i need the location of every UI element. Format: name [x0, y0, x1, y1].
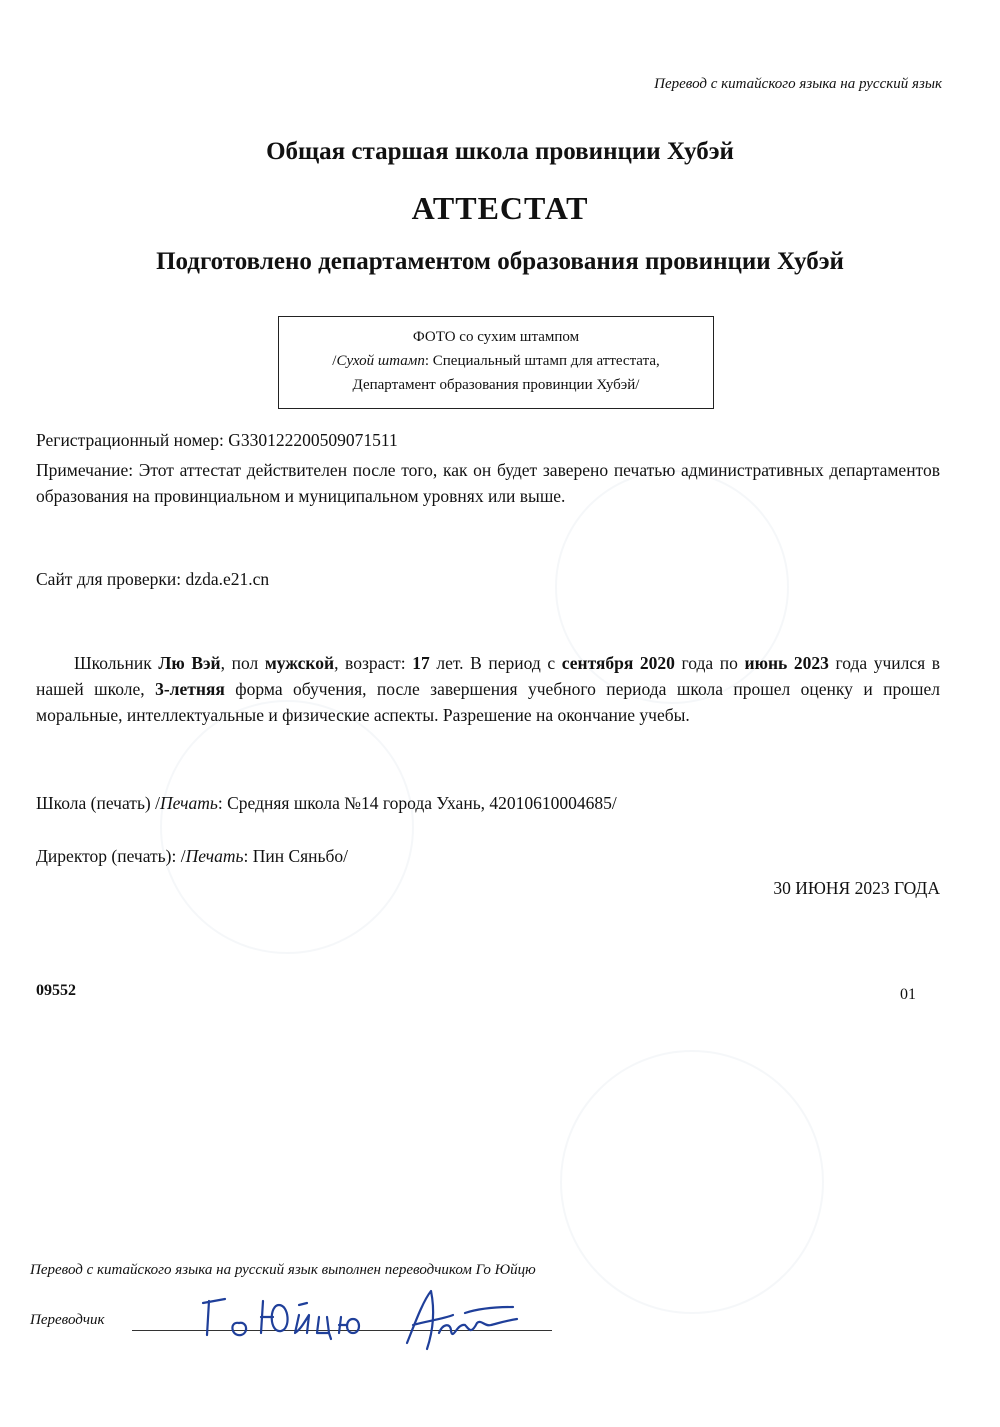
study-duration: 3-летняя [155, 679, 225, 699]
translator-signature [195, 1283, 575, 1358]
director-seal-line: Директор (печать): /Печать: Пин Сяньбо/ [36, 846, 349, 866]
issue-date: 30 ИЮНЯ 2023 ГОДА [773, 878, 940, 898]
study-from: сентября 2020 [561, 653, 675, 673]
translator-note: Перевод с китайского языка на русский язык выполнен переводчиком Го Юйцю [30, 1262, 536, 1278]
photo-stamp-box [278, 316, 714, 409]
faint-seal-mark [160, 700, 414, 954]
photo-box-line2: /Сухой штамп: Специальный штамп для аттестата, [332, 353, 660, 369]
registration-number: Регистрационный номер: G330122200509071511 [36, 430, 398, 450]
faint-seal-mark [560, 1050, 824, 1314]
student-paragraph: Школьник Лю Вэй, пол мужской, возраст: 17 лет. В период с сентября 2020 года по июнь 2023 года учился в нашей школе, 3-летняя форма обучения, после завершения учебного периода школа прошел оценку и прошел моральные, интеллектуальные и физические аспекты. Разрешение на окончание учебы. [36, 653, 941, 725]
document-title: АТТЕСТАТ [411, 190, 589, 226]
student-sex: мужской [264, 653, 335, 673]
photo-box-line3: Департамент образования провинции Хубэй/ [352, 377, 640, 393]
page-number: 01 [900, 986, 916, 1003]
photo-box-line1: ФОТО со сухим штампом [412, 329, 580, 345]
prepared-by-title: Подготовлено департаментом образования провинции Хубэй [156, 248, 844, 275]
student-name: Лю Вэй [158, 653, 221, 673]
translation-header-note: Перевод с китайского языка на русский язык [654, 76, 942, 92]
verification-site: Сайт для проверки: dzda.e21.cn [36, 569, 270, 589]
serial-number: 09552 [36, 982, 76, 999]
student-age: 17 [412, 653, 430, 673]
school-seal-line: Школа (печать) /Печать: Средняя школа №14 города Ухань, 42010610004685/ [36, 793, 617, 813]
study-to: июнь 2023 [744, 653, 829, 673]
school-title: Общая старшая школа провинции Хубэй [266, 138, 734, 165]
validity-note: Примечание: Этот аттестат действителен после того, как он будет заверено печатью административных департаментов образования на провинциальном и муниципальном уровнях или выше. [36, 460, 940, 506]
translator-label: Переводчик [30, 1312, 105, 1328]
